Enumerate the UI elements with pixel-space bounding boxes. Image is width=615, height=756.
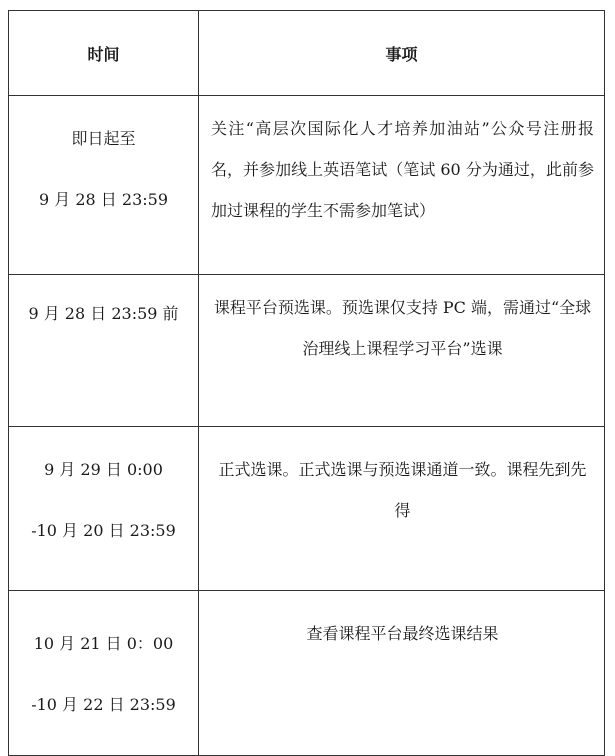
item-cell [199,275,605,427]
table-row [9,275,605,427]
time-text: 10 月 21 日 0：00 [33,634,174,653]
item-text: 正式选课。正式选课与预选课通道一致。课程先到先得 [218,460,587,520]
time-text: -10 月 22 日 23:59 [31,695,176,714]
item-text: 课程平台预选课。预选课仅支持 PC 端，需通过“全球治理线上课程学习平台”选课 [213,298,592,358]
item-cell [199,591,605,756]
time-text: 即日起至 [71,129,136,148]
time-cell [9,591,199,756]
time-cell [9,427,199,591]
table-row [9,96,605,275]
time-text: 9 月 29 日 0:00 [44,460,163,479]
item-cell [199,427,605,591]
time-cell [9,96,199,275]
item-cell [199,96,605,275]
time-text: -10 月 20 日 23:59 [31,521,176,540]
schedule-table [8,10,605,756]
time-text: 9 月 28 日 23:59 前 [28,304,179,323]
table-row [9,427,605,591]
header-row [9,11,605,96]
item-text: 关注“高层次国际化人才培养加油站”公众号注册报名，并参加线上英语笔试（笔试 60 分为通过，此前参加过课程的学生不需参加笔试） [211,119,594,220]
header-item: 事项 [199,11,605,96]
time-text: 9 月 28 日 23:59 [39,190,168,209]
time-cell [9,275,199,427]
header-time: 时间 [9,11,199,96]
table-row [9,591,605,756]
item-text: 查看课程平台最终选课结果 [306,624,499,643]
